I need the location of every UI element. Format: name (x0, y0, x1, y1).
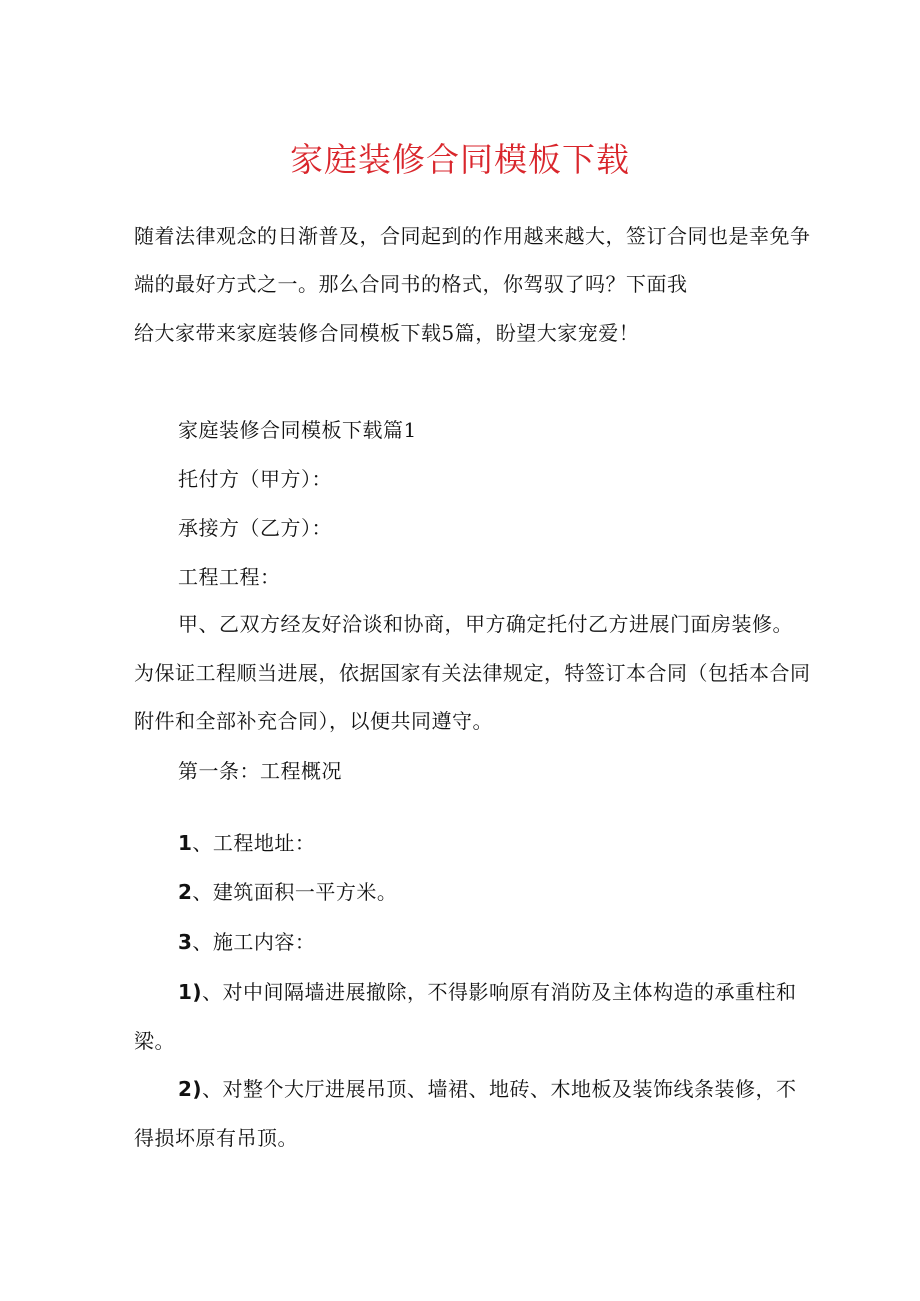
article-1-heading: 第一条：工程概况 (178, 759, 342, 783)
party-b-label: 承接方（乙方）： (178, 516, 332, 540)
list-item-text: 、建筑面积一平方米。 (192, 880, 398, 904)
intro-line-2: 端的最好方式之一。那么合同书的格式，你驾驭了吗？下面我 (134, 272, 688, 296)
section-heading: 家庭装修合同模板下载篇1 (178, 418, 417, 442)
sub-item-text: 、对整个大厅进展吊顶、墙裙、地砖、木地板及装饰线条装修，不 (202, 1077, 797, 1101)
sub-item-line-1 (178, 978, 797, 1006)
list-item-text: 、施工内容： (192, 930, 316, 954)
list-item (178, 878, 397, 906)
agreement-line-2: 为保证工程顺当进展，依据国家有关法律规定，特签订本合同（包括本合同 (134, 661, 811, 685)
list-item-number: 2 (178, 880, 193, 904)
intro-line-3: 给大家带来家庭装修合同模板下载5篇，盼望大家宠爱！ (134, 321, 640, 345)
list-item-text: 、工程地址： (192, 831, 316, 855)
sub-item-text: 、对中间隔墙进展撤除，不得影响原有消防及主体构造的承重柱和 (202, 980, 797, 1004)
intro-line-1: 随着法律观念的日渐普及，合同起到的作用越来越大，签订合同也是幸免争 (134, 224, 811, 248)
sub-item-line-2: 梁。 (134, 1029, 175, 1053)
list-item (178, 829, 315, 857)
list-item-number: 1 (178, 831, 193, 855)
document-title: 家庭装修合同模板下载 (290, 140, 630, 179)
project-label: 工程工程： (178, 565, 281, 589)
agreement-line-3: 附件和全部补充合同），以便共同遵守。 (134, 709, 493, 733)
sub-item-line-1 (178, 1075, 797, 1103)
sub-item-number: 1) (178, 980, 203, 1004)
list-item (178, 928, 315, 956)
party-a-label: 托付方（甲方）： (178, 467, 332, 491)
list-item-number: 3 (178, 930, 193, 954)
sub-item-number: 2) (178, 1077, 203, 1101)
sub-item-line-2: 得损坏原有吊顶。 (134, 1126, 298, 1150)
agreement-line-1: 甲、乙双方经友好洽谈和协商，甲方确定托付乙方进展门面房装修。 (178, 612, 793, 636)
